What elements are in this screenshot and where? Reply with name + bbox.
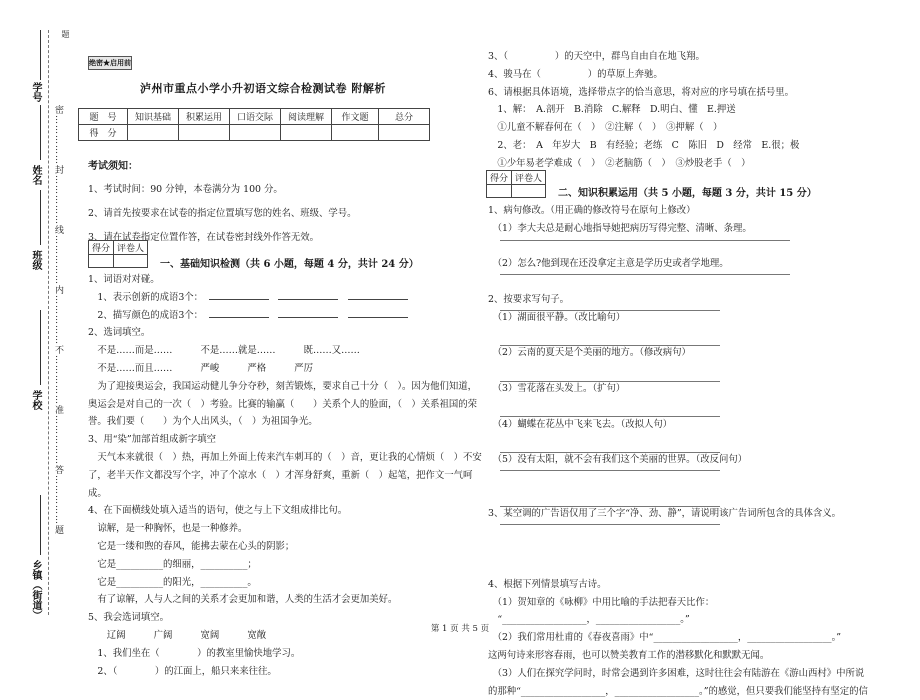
secret-tag: 绝密★启用前 bbox=[88, 56, 132, 70]
answer-line[interactable] bbox=[500, 416, 720, 417]
label-class: 班级 bbox=[30, 250, 41, 270]
s1-line: 辽阔 广阔 宽阔 宽敞 bbox=[88, 629, 267, 641]
top-corner-char: 题 bbox=[61, 30, 70, 39]
label-name: 姓名 bbox=[30, 165, 41, 185]
scorebox-label-grader: 评卷人 bbox=[512, 171, 546, 185]
score-table bbox=[78, 108, 430, 141]
s1-line: 它是__________的阳光，__________。 bbox=[88, 576, 257, 588]
s2-line: （2）怎么?他到现在还没拿定主意是学历史或者学地理。 bbox=[488, 258, 729, 270]
seal-dashed-line bbox=[48, 30, 49, 615]
section2-scorebox bbox=[486, 170, 546, 198]
blank-line-class bbox=[40, 190, 41, 245]
score-cell[interactable] bbox=[230, 125, 281, 141]
s2-line: 这两句诗来形容春雨，也可以赞美教育工作的潜移默化和默默无闻。 bbox=[488, 649, 770, 661]
scorebox-label-score: 得分 bbox=[89, 241, 114, 255]
exam-title: 泸州市重点小学小升初语文综合检测试卷 附解析 bbox=[140, 82, 386, 95]
s1-line: 奥运会是对自己的一次（ ）考验。比赛的输赢（ ）关系个人的脸面，（ ）关系祖国的荣 bbox=[88, 398, 478, 410]
section1-heading: 一、基础知识检测（共 6 小题，每题 4 分，共计 24 分） bbox=[160, 259, 419, 270]
blank-line-school bbox=[40, 310, 41, 385]
answer-line[interactable] bbox=[500, 452, 720, 453]
s2-line: “__________________，__________________。” bbox=[488, 614, 690, 626]
s2-line bbox=[488, 273, 868, 291]
answer-line[interactable] bbox=[500, 310, 720, 311]
s2-line bbox=[488, 540, 868, 558]
s2-line: （3）人们在探究学问时，时常会遇到许多困难，这时往往会有陆游在《游山西村》中所说 bbox=[488, 667, 865, 679]
section2-heading: 二、知识积累运用（共 5 小题，每题 3 分，共计 15 分） bbox=[558, 188, 817, 199]
blank-line-name bbox=[40, 105, 41, 160]
s2-line: （5）没有太阳，就不会有我们这个美丽的世界。（改反问句） bbox=[488, 454, 748, 466]
binding-margin bbox=[0, 0, 78, 650]
notes-item: 2、请首先按要求在试卷的指定位置填写您的姓名、班级、学号。 bbox=[88, 208, 357, 219]
score-header-cell: 知识基础 bbox=[128, 109, 179, 125]
s2-line bbox=[488, 433, 868, 451]
s2-line: 3、某空调的广告语仅用了三个字“净、劲、静”，请说明该广告词所包含的具体含义。 bbox=[488, 507, 842, 519]
s1-line: 有了谅解，人与人之间的关系才会更加和谐，人类的生活才会更加美好。 bbox=[88, 594, 398, 606]
score-cell[interactable] bbox=[332, 125, 379, 141]
answer-line[interactable] bbox=[500, 381, 720, 382]
notes-item: 3、请在试卷指定位置作答，在试卷密封线外作答无效。 bbox=[88, 232, 319, 243]
s1-line: 天气本来就很（ ）热，再加上外面上传来汽车刺耳的（ ）音，更让我的心情烦（ ）不安 bbox=[88, 451, 482, 463]
s2-line bbox=[488, 487, 868, 505]
s2-line bbox=[488, 522, 868, 540]
scorebox-grader-cell[interactable] bbox=[114, 255, 148, 268]
answer-line[interactable] bbox=[500, 274, 790, 275]
score-header-cell: 口语交际 bbox=[230, 109, 281, 125]
scorebox-label-score: 得分 bbox=[487, 171, 512, 185]
s1-line: 2、描写颜色的成语3个： bbox=[88, 307, 482, 325]
rt-line: 3、（ ）的天空中，群鸟自由自在地飞翔。 bbox=[488, 51, 705, 62]
rt-line: 4、骏马在（ ）的草原上奔驰。 bbox=[488, 68, 663, 80]
scorebox-score-cell[interactable] bbox=[487, 185, 512, 198]
s1-line: 成。 bbox=[88, 487, 107, 499]
s1-line: 不是……而是…… 不是……就是…… 既……又…… bbox=[88, 345, 360, 357]
s2-line: 2、按要求写句子。 bbox=[488, 293, 569, 305]
section1-scorebox bbox=[88, 240, 148, 268]
s2-line: 4、根据下列情景填写古诗。 bbox=[488, 578, 607, 590]
score-header-cell: 题 号 bbox=[79, 109, 128, 125]
s2-line: （1）李大夫总是耐心地指导她把病历写得完整、清晰、条理。 bbox=[488, 222, 752, 234]
score-row-label: 得 分 bbox=[79, 125, 128, 141]
rt-line: 2、老： A 年岁大 B 有经验；老练 C 陈旧 D 经常 E.很；极 bbox=[488, 139, 800, 151]
answer-line[interactable] bbox=[500, 506, 720, 507]
s2-line: （3）雪花落在头发上。（扩句） bbox=[488, 382, 626, 394]
right-top-body bbox=[488, 48, 799, 173]
s1-line: 它是__________的细丽，__________； bbox=[88, 558, 257, 570]
rt-line: 6、请根据具体语境，选择带点字的恰当意思，将对应的序号填在括号里。 bbox=[488, 86, 794, 98]
answer-line[interactable] bbox=[500, 345, 720, 346]
section1-body bbox=[88, 271, 482, 680]
s1-line: 2、（ ）的江面上，船只来来往往。 bbox=[88, 665, 277, 677]
s1-line: 4、在下面横线处填入适当的语句，使之与上下文组成排比句。 bbox=[88, 505, 348, 517]
rt-line: ①少年易老学难成（ ） ②老脑筋（ ） ③炒股老手（ ） bbox=[488, 157, 751, 169]
score-cell[interactable] bbox=[379, 125, 430, 141]
score-table-header-row bbox=[79, 109, 430, 125]
label-township: 乡镇（街道） bbox=[30, 560, 41, 620]
blank-line-township bbox=[40, 495, 41, 555]
answer-line[interactable] bbox=[500, 470, 720, 471]
s1-line: 5、我会选词填空。 bbox=[88, 612, 169, 624]
s2-line bbox=[488, 327, 868, 345]
s2-line: 的那种“__________________，__________________。”的感觉，但只要我们能坚持有坚定的信 bbox=[488, 685, 868, 697]
s2-line bbox=[488, 398, 868, 416]
s2-line bbox=[488, 362, 868, 380]
s1-line: 2、选词填空。 bbox=[88, 327, 151, 339]
score-cell[interactable] bbox=[281, 125, 332, 141]
s1-line: 1、表示创新的成语3个： bbox=[88, 289, 482, 307]
s1-line: 它是一缕和煦的春风，能拂去蒙在心头的阴影； bbox=[88, 540, 295, 552]
rt-line: 1、解： A.剖开 B.消除 C.解释 D.明白、懂 E.押送 bbox=[488, 104, 736, 116]
s2-line bbox=[488, 558, 868, 576]
score-header-cell: 作文题 bbox=[332, 109, 379, 125]
page-footer: 第 1 页 共 5 页 bbox=[430, 624, 490, 634]
blank-line-kaohao bbox=[40, 30, 41, 80]
label-kaohao: 学号 bbox=[30, 82, 41, 102]
scorebox-label-grader: 评卷人 bbox=[114, 241, 148, 255]
s2-line: （2）云南的夏天是个美丽的地方。（修改病句） bbox=[488, 347, 691, 359]
s1-line: 了，老半天作文都没写个字，冲了个凉水（ ）才浑身舒爽，重新（ ）起笔，把作文一气呵 bbox=[88, 469, 473, 481]
s2-line: （2）我们常用杜甫的《春夜喜雨》中“__________________，__________________。” bbox=[488, 632, 842, 644]
answer-line[interactable] bbox=[500, 524, 720, 525]
s1-line: 不是……而且…… 严峻 严格 严厉 bbox=[88, 362, 314, 374]
score-header-cell: 阅读理解 bbox=[281, 109, 332, 125]
s2-line bbox=[488, 469, 868, 487]
scorebox-grader-cell[interactable] bbox=[512, 185, 546, 198]
score-cell[interactable] bbox=[128, 125, 179, 141]
score-header-cell: 总分 bbox=[379, 109, 430, 125]
s2-line: （1）湖面很平静。（改比喻句） bbox=[488, 311, 626, 323]
scorebox-score-cell[interactable] bbox=[89, 255, 114, 268]
s2-line: 1、病句修改。（用正确的修改符号在原句上修改） bbox=[488, 205, 696, 216]
s1-line: 1、我们坐在（ ）的教室里愉快地学习。 bbox=[88, 647, 301, 659]
s2-line: （1）贺知章的《咏柳》中用比喻的手法把春天比作： bbox=[488, 596, 715, 608]
notes-heading: 考试须知： bbox=[88, 161, 138, 172]
s2-line: （4）蝴蝶在花丛中飞来飞去。（改拟人句） bbox=[488, 418, 673, 430]
s1-line: 为了迎接奥运会，我国运动健儿争分夺秒，刻苦锻炼，要求自己十分（ ）。因为他们知道， bbox=[88, 380, 478, 392]
s1-line: 誉。我们要（ ）为个人出风头，（ ）为祖国争光。 bbox=[88, 416, 318, 428]
seal-text: 密……………封……………线……………内……………不……………准……………答……………题 bbox=[53, 105, 63, 535]
s1-line: 1、词语对对碰。 bbox=[88, 274, 160, 285]
s1-line: 3、用“染”加部首组成新字填空 bbox=[88, 434, 217, 446]
rt-line: ①儿童不解春何在（ ） ②注解（ ） ③押解（ ） bbox=[488, 122, 723, 134]
score-table-score-row bbox=[79, 125, 430, 141]
score-header-cell: 积累运用 bbox=[179, 109, 230, 125]
score-cell[interactable] bbox=[179, 125, 230, 141]
answer-line[interactable] bbox=[500, 240, 790, 241]
s1-line: 谅解，是一种胸怀，也是一种修养。 bbox=[88, 523, 248, 535]
label-school: 学校 bbox=[30, 390, 41, 410]
notes-item: 1、考试时间：90 分钟，本卷满分为 100 分。 bbox=[88, 184, 283, 195]
